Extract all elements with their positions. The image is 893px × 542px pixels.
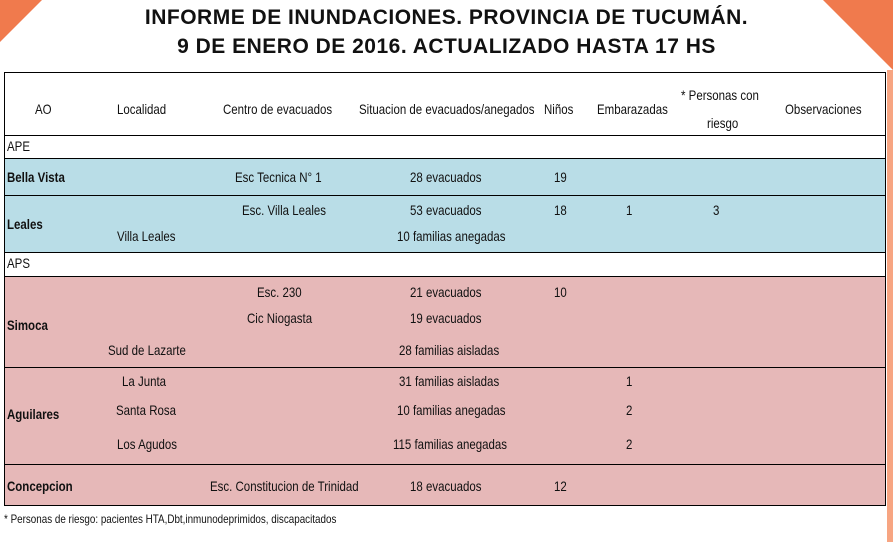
situacion-cell: 10 familias anegadas bbox=[397, 228, 506, 244]
header-embarazadas: Embarazadas bbox=[597, 101, 668, 117]
situacion-cell: 115 familias anegadas bbox=[393, 436, 508, 452]
header-ao: AO bbox=[35, 101, 52, 117]
situacion-cell: 28 evacuados bbox=[410, 169, 482, 185]
header-situacion: Situacion de evacuados/anegados bbox=[359, 101, 535, 117]
header-observaciones: Observaciones bbox=[785, 101, 862, 117]
riesgo-cell: 3 bbox=[713, 202, 720, 218]
situacion-cell: 18 evacuados bbox=[410, 478, 482, 494]
centro-cell: Esc Tecnica N° 1 bbox=[235, 169, 322, 185]
ninos-cell: 10 bbox=[554, 284, 567, 300]
situacion-cell: 10 familias anegadas bbox=[397, 402, 506, 418]
header-personas-riesgo-line2: riesgo bbox=[707, 115, 739, 131]
group-label-ape: APE bbox=[7, 138, 30, 154]
report-title-line1: INFORME DE INUNDACIONES. PROVINCIA DE TUCUMÁN. bbox=[144, 6, 749, 29]
localidad-cell: Villa Leales bbox=[117, 228, 176, 244]
situacion-cell: 21 evacuados bbox=[410, 284, 482, 300]
header-localidad: Localidad bbox=[117, 101, 167, 117]
centro-cell: Cic Niogasta bbox=[247, 310, 313, 326]
edge-decoration-right bbox=[887, 70, 893, 542]
embarazadas-cell: 2 bbox=[626, 402, 633, 418]
centro-cell: Esc. 230 bbox=[257, 284, 302, 300]
embarazadas-cell: 1 bbox=[626, 202, 633, 218]
row-aguilares bbox=[5, 368, 885, 464]
report-title-line2: 9 DE ENERO DE 2016. ACTUALIZADO HASTA 17 HS bbox=[177, 35, 716, 58]
ninos-cell: 18 bbox=[554, 202, 567, 218]
ao-cell: Bella Vista bbox=[7, 169, 65, 185]
ao-cell: Concepcion bbox=[7, 478, 73, 494]
footnote: * Personas de riesgo: pacientes HTA,Dbt,inmunodeprimidos, discapacitados bbox=[4, 512, 337, 526]
ninos-cell: 12 bbox=[554, 478, 567, 494]
situacion-cell: 19 evacuados bbox=[410, 310, 482, 326]
ao-cell: Leales bbox=[7, 216, 43, 232]
ao-cell: Simoca bbox=[7, 317, 48, 333]
row-concepcion bbox=[5, 465, 885, 505]
ao-cell: Aguilares bbox=[7, 406, 60, 422]
header-centro: Centro de evacuados bbox=[223, 101, 333, 117]
situacion-cell: 28 familias aisladas bbox=[399, 342, 500, 358]
situacion-cell: 53 evacuados bbox=[410, 202, 482, 218]
flood-report-table bbox=[4, 72, 886, 506]
row-simoca bbox=[5, 277, 885, 367]
localidad-cell: Santa Rosa bbox=[116, 402, 177, 418]
situacion-cell: 31 familias aisladas bbox=[399, 373, 500, 389]
row-leales bbox=[5, 196, 885, 252]
divider bbox=[5, 252, 885, 253]
centro-cell: Esc. Constitucion de Trinidad bbox=[210, 478, 359, 494]
ninos-cell: 19 bbox=[554, 169, 567, 185]
embarazadas-cell: 1 bbox=[626, 373, 633, 389]
localidad-cell: La Junta bbox=[122, 373, 167, 389]
localidad-cell: Los Agudos bbox=[117, 436, 178, 452]
header-ninos: Niños bbox=[544, 101, 574, 117]
localidad-cell: Sud de Lazarte bbox=[108, 342, 186, 358]
centro-cell: Esc. Villa Leales bbox=[242, 202, 327, 218]
group-label-aps: APS bbox=[7, 255, 30, 271]
header-personas-riesgo-line1: * Personas con bbox=[681, 87, 759, 103]
embarazadas-cell: 2 bbox=[626, 436, 633, 452]
divider bbox=[5, 135, 885, 136]
row-bella-vista bbox=[5, 159, 885, 195]
